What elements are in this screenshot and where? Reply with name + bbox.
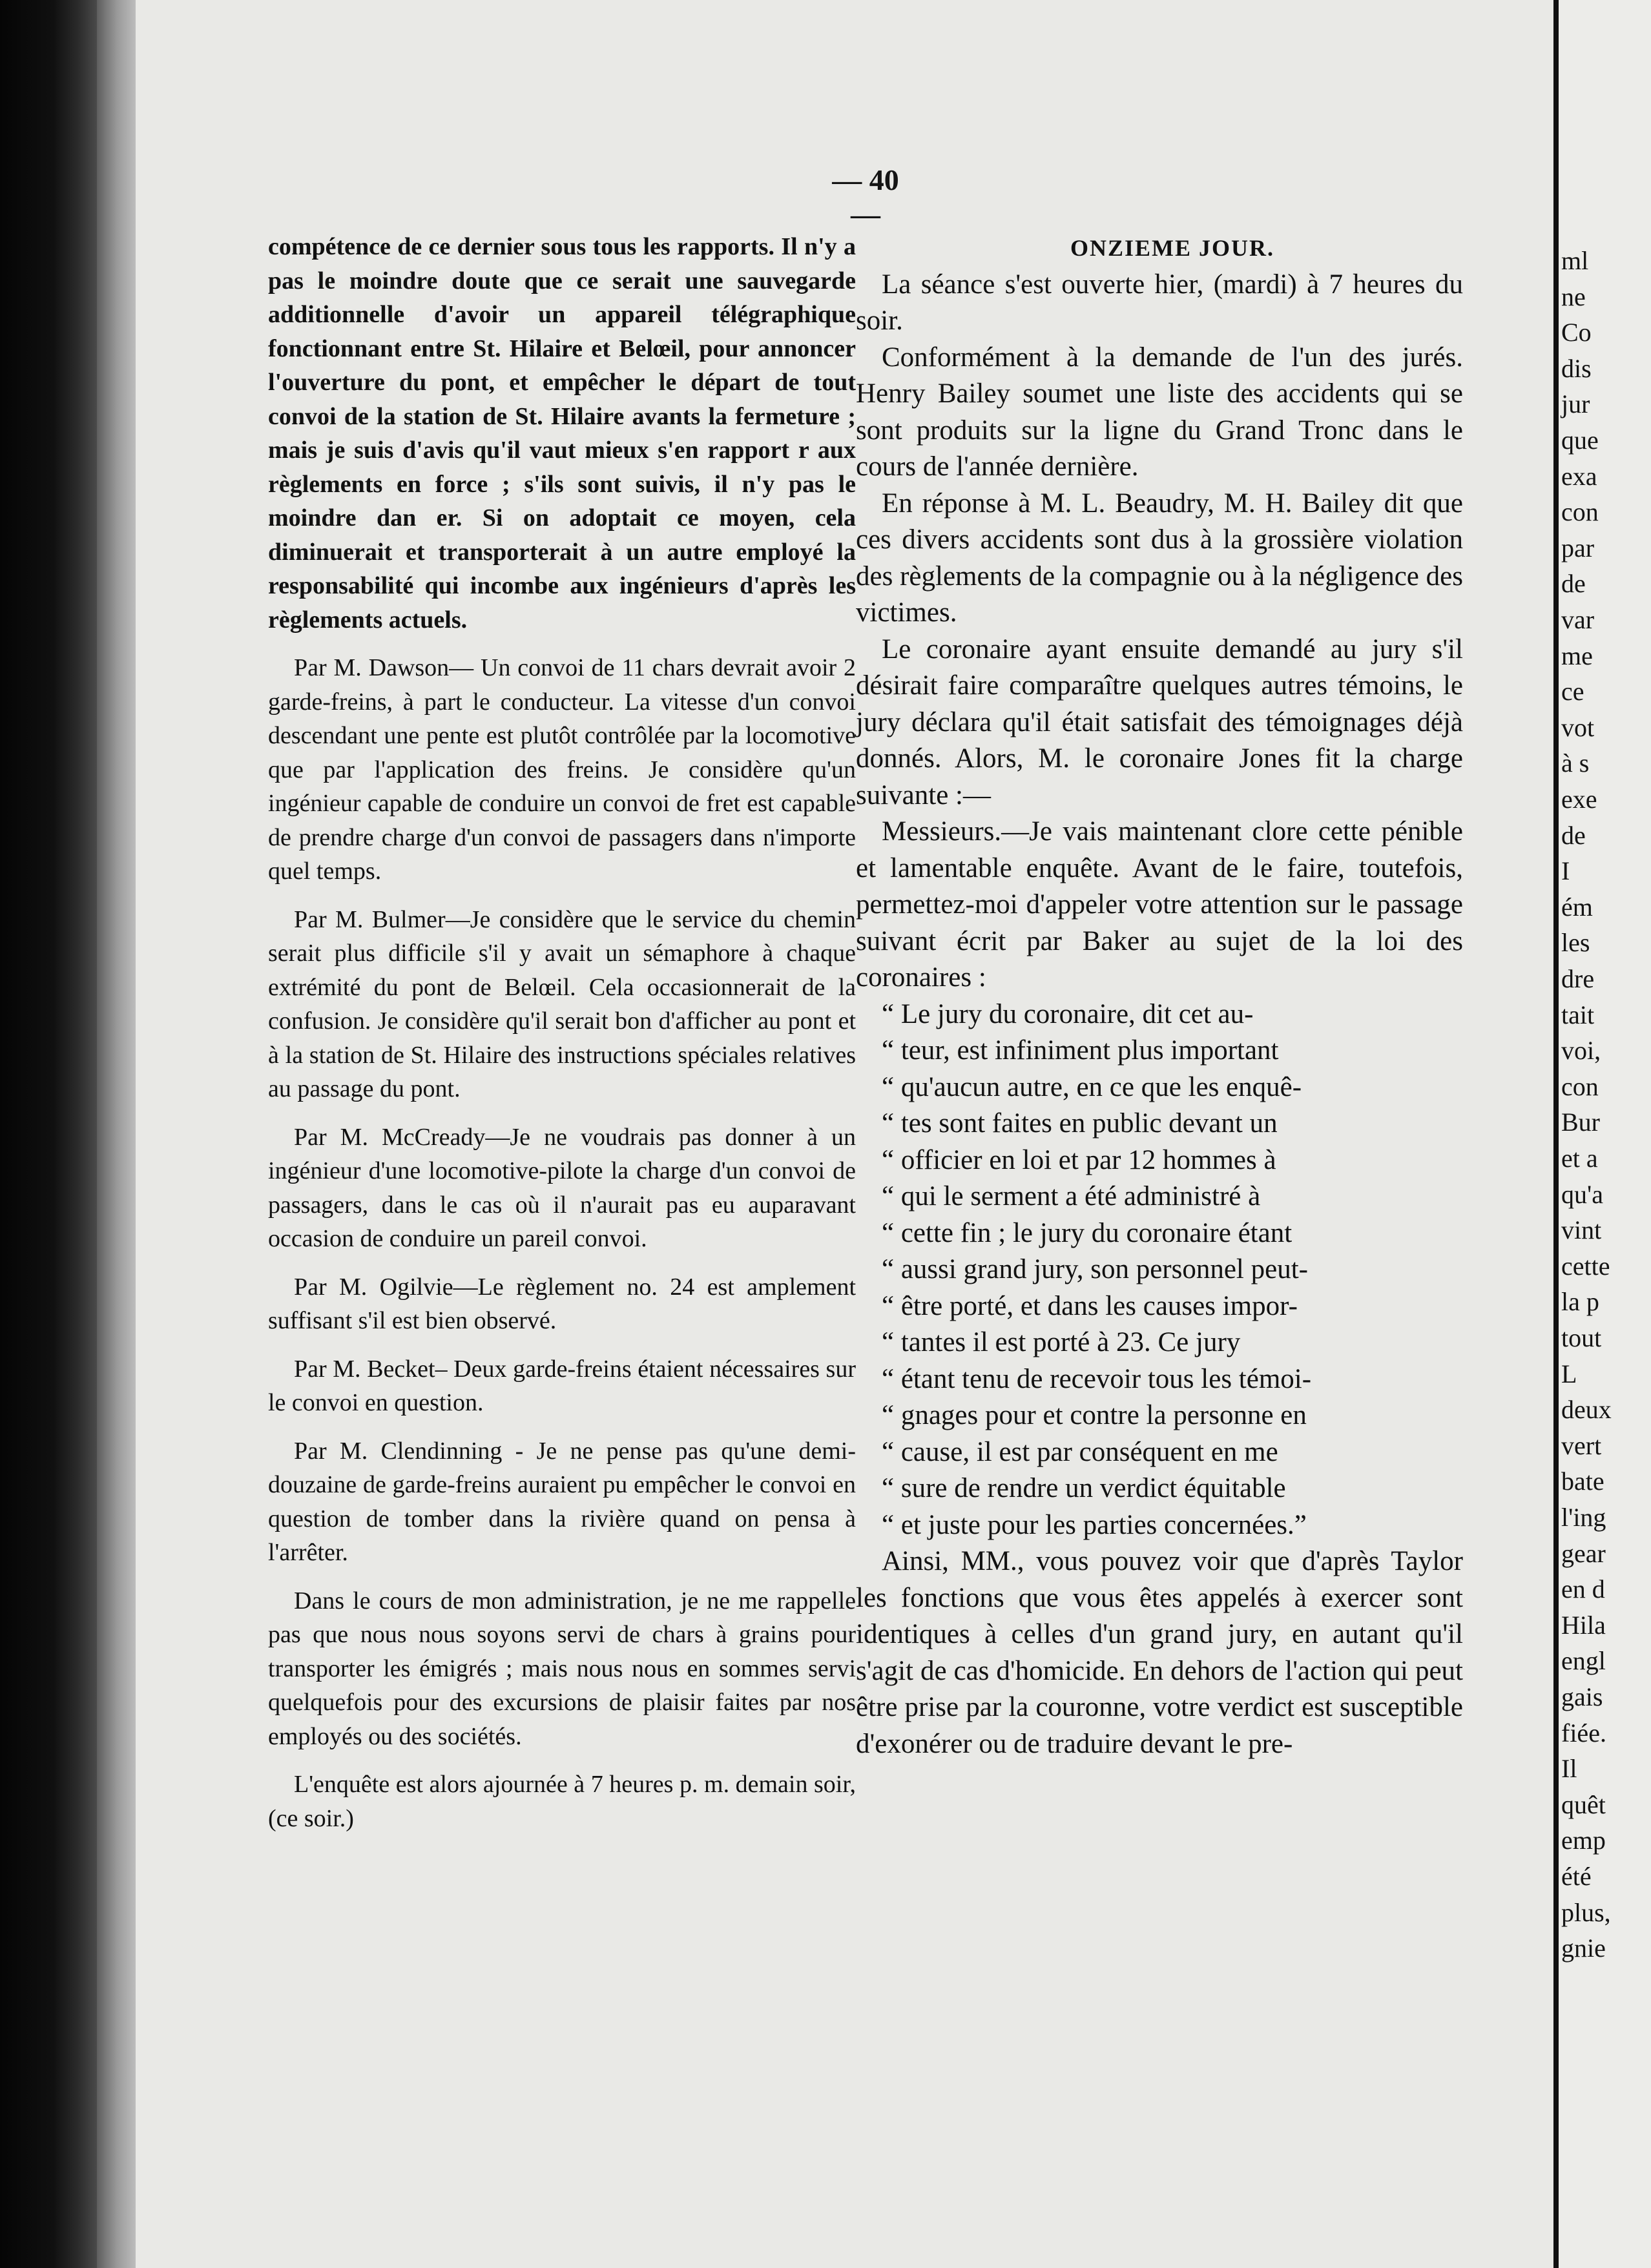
neighbour-line-fragment: ne xyxy=(1561,282,1586,311)
neighbour-line-fragment: gear xyxy=(1561,1538,1606,1568)
quote-line: “ Le jury du coronaire, dit cet au- xyxy=(882,998,1254,1029)
neighbour-line-fragment: qu'a xyxy=(1561,1179,1603,1209)
section-heading: ONZIEME JOUR. xyxy=(1070,235,1275,261)
right-paragraph: La séance s'est ouverte hier, (mardi) à 7 heures du soir. xyxy=(856,269,1463,336)
quote-line: “ gnages pour et contre la personne en xyxy=(882,1400,1307,1430)
quote-line: “ tes sont faites en public devant un xyxy=(882,1108,1278,1139)
neighbour-line-fragment: en d xyxy=(1561,1574,1605,1604)
quote-line: “ cette fin ; le jury du coronaire étant xyxy=(882,1217,1293,1248)
right-paragraph: Le coronaire ayant ensuite demandé au jury s'il désirait faire comparaître quelques autres témoins, le jury déclara qu'il était satisfait des témoignages déjà donnés. Alors, M. le coronaire Jones fit la charge suivante :— xyxy=(856,634,1463,810)
neighbour-line-fragment: exe xyxy=(1561,785,1597,814)
neighbour-line-fragment: de xyxy=(1561,820,1586,850)
page-edge-divider xyxy=(1553,0,1559,2268)
right-column xyxy=(856,230,1463,1762)
quote-line: “ cause, il est par conséquent en me xyxy=(882,1436,1278,1467)
left-paragraph: Dans le cours de mon administration, je ne me rappelle pas que nous nous soyons servi de chars à grains pour transporter les émigrés ; mais nous nous en sommes servi quelquefois pour des excursions de plaisir faites par nos employés ou des sociétés. xyxy=(268,1587,856,1750)
right-paragraph: Ainsi, MM., vous pouvez voir que d'après Taylor les fonctions que vous êtes appelés à exercer sont identiques à celles d'un grand jury, en autant qu'il s'agit de cas d'homicide. En dehors de l'action qui peut être prise par la couronne, votre verdict est susceptible d'exonérer ou de traduire devant le pre- xyxy=(856,1546,1463,1759)
neighbour-line-fragment: l'ing xyxy=(1561,1503,1606,1532)
neighbour-line-fragment: plus, xyxy=(1561,1897,1611,1927)
neighbour-line-fragment: tait xyxy=(1561,1000,1595,1029)
left-paragraph: compétence de ce dernier sous tous les rapports. Il n'y a pas le moindre doute que ce serait une sauvegarde additionnelle d'avoir un appareil télégraphique fonctionnant entre St. Hilaire et Belœil, pour annoncer l'ouverture du pont, et empêcher le départ de tout convoi de la station de St. Hilaire avants la fermeture ; mais je suis d'avis qu'il vaut mieux s'en rapport r aux règlements en force ; s'ils sont suivis, il n'y pas le moindre dan er. Si on adoptait ce moyen, cela diminuerait et transporterait à un autre employé la responsabilité qui incombe aux ingénieurs d'après les règlements actuels. xyxy=(268,233,856,634)
right-paragraph: Conformément à la demande de l'un des jurés. Henry Bailey soumet une liste des accidents qui se sont produits sur la ligne du Grand Tronc dans le cours de l'année dernière. xyxy=(856,342,1463,482)
quote-line: “ teur, est infiniment plus important xyxy=(882,1035,1279,1066)
neighbour-line-fragment: deux xyxy=(1561,1395,1612,1425)
quote-line: “ étant tenu de recevoir tous les témoi- xyxy=(882,1363,1312,1394)
quote-line: “ aussi grand jury, son personnel peut- xyxy=(882,1254,1308,1284)
neighbour-line-fragment: exa xyxy=(1561,461,1597,491)
left-paragraph: Par M. Clendinning - Je ne pense pas qu'une demi-douzaine de garde-freins auraient pu empêcher le convoi en question de tomber dans la rivière quand on pensa à l'arrêter. xyxy=(268,1437,856,1566)
neighbour-line-fragment: dis xyxy=(1561,353,1592,383)
neighbour-page xyxy=(1559,0,1651,2268)
left-paragraph: Par M. Becket– Deux garde-freins étaient nécessaires sur le convoi en question. xyxy=(268,1355,856,1416)
left-paragraph: Par M. Ogilvie—Le règlement no. 24 est amplement suffisant s'il est bien observé. xyxy=(268,1273,856,1334)
page-number: — 40 — xyxy=(832,163,899,231)
neighbour-line-fragment: gnie xyxy=(1561,1933,1606,1963)
neighbour-line-fragment: vert xyxy=(1561,1430,1602,1460)
neighbour-line-fragment: de xyxy=(1561,569,1586,599)
neighbour-line-fragment: fiée. xyxy=(1561,1718,1606,1747)
neighbour-line-fragment: tout xyxy=(1561,1323,1602,1352)
neighbour-line-fragment: la p xyxy=(1561,1287,1599,1317)
neighbour-line-fragment: emp xyxy=(1561,1826,1606,1855)
quote-line: “ officier en loi et par 12 hommes à xyxy=(882,1144,1276,1175)
neighbour-line-fragment: cette xyxy=(1561,1251,1610,1281)
right-paragraph: En réponse à M. L. Beaudry, M. H. Bailey dit que ces divers accidents sont dus à la grossière violation des règlements de la compagnie ou à la négligence des victimes. xyxy=(856,488,1463,628)
neighbour-line-fragment: L xyxy=(1561,1359,1577,1388)
neighbour-line-fragment: ém xyxy=(1561,892,1593,922)
neighbour-line-fragment: var xyxy=(1561,605,1595,634)
quote-line: “ et juste pour les parties concernées.” xyxy=(882,1509,1307,1540)
neighbour-line-fragment: ml xyxy=(1561,246,1589,275)
binding-gutter xyxy=(0,0,97,2268)
neighbour-line-fragment: Bur xyxy=(1561,1108,1600,1137)
quote-line: “ qui le serment a été administré à xyxy=(882,1181,1261,1211)
left-paragraph: Par M. McCready—Je ne voudrais pas donner à un ingénieur d'une locomotive-pilote la charge d'un convoi de passagers, dans le cas où il n'aurait pas eu auparavant occasion de conduire un pareil convoi. xyxy=(268,1123,856,1252)
quote-line: “ qu'aucun autre, en ce que les enquê- xyxy=(882,1071,1302,1102)
neighbour-line-fragment: vot xyxy=(1561,712,1595,742)
neighbour-line-fragment: quêt xyxy=(1561,1789,1606,1819)
neighbour-line-fragment: bate xyxy=(1561,1467,1604,1496)
quote-line: “ tantes il est porté à 23. Ce jury xyxy=(882,1327,1241,1357)
left-paragraph: Par M. Bulmer—Je considère que le service du chemin serait plus difficile s'il y avait un sémaphore à chaque extrémité du pont de Belœil. Cela occasionnerait de la confusion. Je considère qu'il serait bon d'afficher au pont et à la station de St. Hilaire des instructions spéciales relatives au passage du pont. xyxy=(268,905,856,1102)
neighbour-line-fragment: par xyxy=(1561,533,1595,562)
neighbour-line-fragment: dre xyxy=(1561,964,1595,993)
neighbour-line-fragment: Hila xyxy=(1561,1610,1606,1640)
neighbour-line-fragment: que xyxy=(1561,426,1599,455)
neighbour-line-fragment: con xyxy=(1561,1071,1599,1101)
left-paragraph: L'enquête est alors ajournée à 7 heures p. m. demain soir, (ce soir.) xyxy=(268,1771,856,1832)
neighbour-line-fragment: Co xyxy=(1561,318,1592,347)
quote-line: “ sure de rendre un verdict équitable xyxy=(882,1473,1286,1503)
neighbour-line-fragment: les xyxy=(1561,928,1590,958)
neighbour-line-fragment: gais xyxy=(1561,1682,1603,1711)
neighbour-line-fragment: engl xyxy=(1561,1646,1606,1676)
neighbour-line-fragment: I xyxy=(1561,856,1570,886)
neighbour-line-fragment: à s xyxy=(1561,748,1590,778)
neighbour-line-fragment: jur xyxy=(1561,389,1590,419)
neighbour-line-fragment: voi, xyxy=(1561,1036,1601,1066)
quote-line: “ être porté, et dans les causes impor- xyxy=(882,1290,1298,1321)
neighbour-line-fragment: et a xyxy=(1561,1144,1598,1173)
block-quote xyxy=(856,996,1463,1544)
neighbour-line-fragment: con xyxy=(1561,497,1599,527)
neighbour-line-fragment: vint xyxy=(1561,1215,1602,1245)
neighbour-line-fragment: été xyxy=(1561,1862,1592,1891)
left-paragraph: Par M. Dawson— Un convoi de 11 chars devrait avoir 2 garde-freins, à part le conducteur. La vitesse d'un convoi descendant une pente est plutôt contrôlée par la locomotive que par l'application des freins. Je considère qu'un ingénieur capable de conduire un convoi de fret est capable de prendre charge d'un convoi de passagers dans n'importe quel temps. xyxy=(268,654,856,885)
neighbour-line-fragment: ce xyxy=(1561,677,1584,706)
neighbour-line-fragment: Il xyxy=(1561,1754,1577,1784)
neighbour-line-fragment: me xyxy=(1561,641,1593,670)
left-column xyxy=(268,230,856,1835)
right-paragraph: Messieurs.—Je vais maintenant clore cette pénible et lamentable enquête. Avant de le faire, toutefois, permettez-moi d'appeler votre attention sur le passage suivant écrit par Baker au sujet de la loi des coronaires : xyxy=(856,816,1463,993)
